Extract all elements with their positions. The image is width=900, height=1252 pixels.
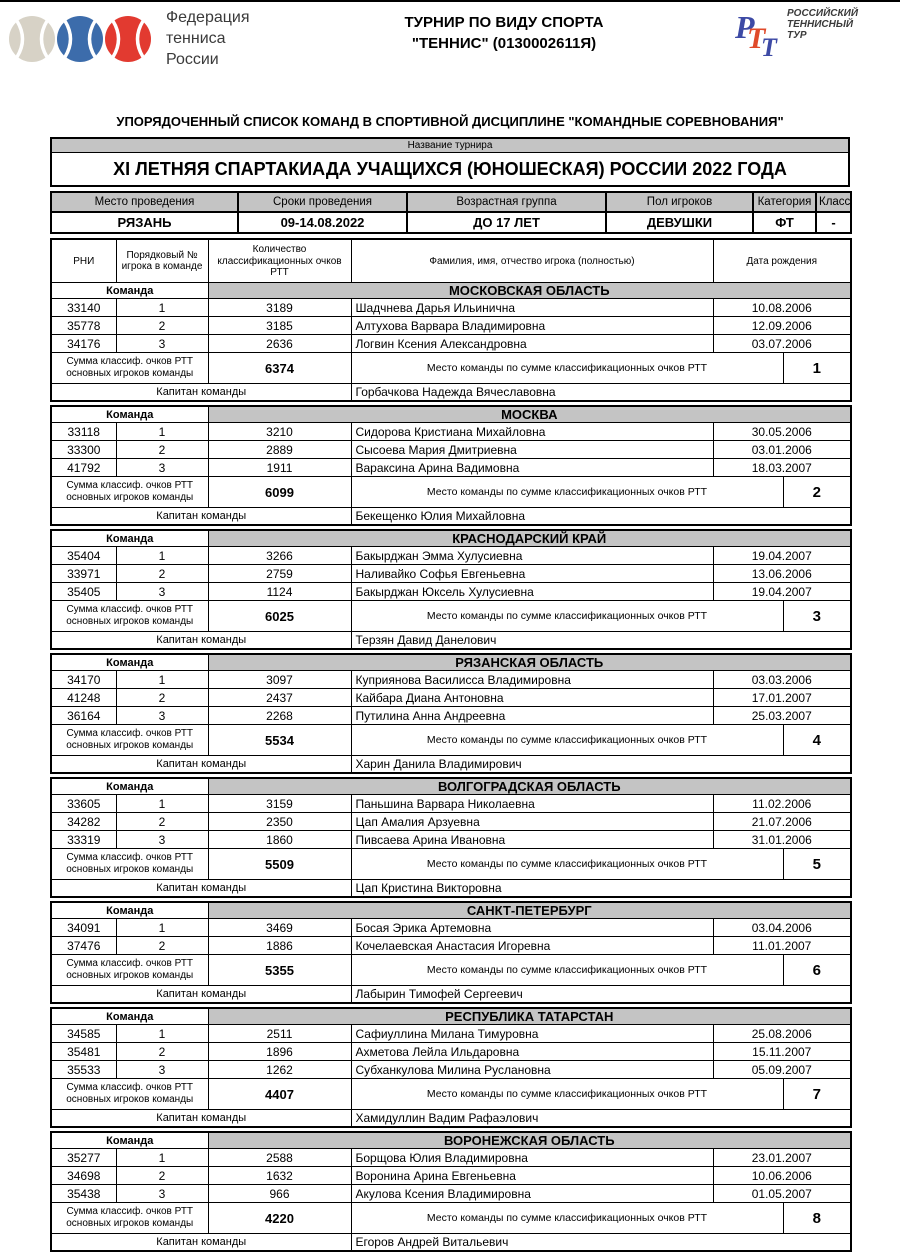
birthdate-cell: 30.05.2006 (713, 423, 851, 441)
rni-cell: 35405 (51, 583, 116, 601)
birthdate-cell: 10.06.2006 (713, 1167, 851, 1185)
player-row (51, 583, 851, 601)
info-value: - (816, 212, 851, 233)
rtt-text-line3: ТУР (787, 30, 807, 41)
player-name-cell: Субханкулова Милина Руслановна (351, 1061, 713, 1079)
player-name-cell: Логвин Ксения Александровна (351, 335, 713, 353)
sum-value: 6025 (208, 601, 351, 632)
player-row (51, 1167, 851, 1185)
team-label: Команда (51, 530, 208, 547)
rni-cell: 41248 (51, 689, 116, 707)
col-header-rni: РНИ (51, 239, 116, 283)
player-name-cell: Бакырджан Юксель Хулусиевна (351, 583, 713, 601)
player-row (51, 441, 851, 459)
points-cell: 1911 (208, 459, 351, 477)
team-label: Команда (51, 902, 208, 919)
points-cell: 1124 (208, 583, 351, 601)
points-cell: 2350 (208, 813, 351, 831)
rni-cell: 35438 (51, 1185, 116, 1203)
player-row (51, 317, 851, 335)
captain-label: Капитан команды (51, 508, 351, 526)
player-number-cell: 1 (116, 299, 208, 317)
info-header: Место проведения (51, 192, 238, 212)
points-cell: 3159 (208, 795, 351, 813)
svg-text:Т: Т (761, 33, 777, 62)
player-row (51, 1025, 851, 1043)
rni-cell: 33118 (51, 423, 116, 441)
sum-label-line2: основных игроков команды (66, 970, 194, 982)
place-value: 6 (783, 955, 851, 986)
birthdate-cell: 03.01.2006 (713, 441, 851, 459)
info-value: ДЕВУШКИ (606, 212, 753, 233)
sum-label-line2: основных игроков команды (66, 740, 194, 752)
info-value: 09-14.08.2022 (238, 212, 407, 233)
sum-label (51, 725, 208, 756)
player-number-cell: 2 (116, 441, 208, 459)
points-cell: 2759 (208, 565, 351, 583)
birthdate-cell: 23.01.2007 (713, 1149, 851, 1167)
player-row (51, 1061, 851, 1079)
player-row (51, 795, 851, 813)
birthdate-cell: 19.04.2007 (713, 583, 851, 601)
player-number-cell: 3 (116, 1061, 208, 1079)
tennis-balls-icon (8, 14, 156, 64)
col-header-player-number: Порядковый № игрока в команде (116, 239, 208, 283)
rtt-logo-text (787, 8, 858, 41)
rni-cell: 33319 (51, 831, 116, 849)
player-row (51, 565, 851, 583)
player-number-cell: 1 (116, 547, 208, 565)
points-cell: 2511 (208, 1025, 351, 1043)
player-name-cell: Воронина Арина Евгеньевна (351, 1167, 713, 1185)
sum-label-line2: основных игроков команды (66, 492, 194, 504)
points-cell: 3266 (208, 547, 351, 565)
captain-name: Харин Данила Владимирович (351, 756, 851, 774)
birthdate-cell: 05.09.2007 (713, 1061, 851, 1079)
birthdate-cell: 03.03.2006 (713, 671, 851, 689)
sum-label-line2: основных игроков команды (66, 1218, 194, 1230)
points-cell: 3210 (208, 423, 351, 441)
captain-label: Капитан команды (51, 1234, 351, 1252)
birthdate-cell: 03.04.2006 (713, 919, 851, 937)
team-region: МОСКВА (208, 406, 851, 423)
team-region: РЕСПУБЛИКА ТАТАРСТАН (208, 1008, 851, 1025)
points-cell: 1896 (208, 1043, 351, 1061)
points-cell: 1632 (208, 1167, 351, 1185)
team-table (50, 529, 852, 650)
player-number-cell: 3 (116, 335, 208, 353)
points-cell: 3469 (208, 919, 351, 937)
player-name-cell: Куприянова Василисса Владимировна (351, 671, 713, 689)
birthdate-cell: 19.04.2007 (713, 547, 851, 565)
points-cell: 2268 (208, 707, 351, 725)
tournament-header-line1: ТУРНИР ПО ВИДУ СПОРТА (404, 14, 604, 31)
rni-cell: 41792 (51, 459, 116, 477)
place-value: 5 (783, 849, 851, 880)
info-header: Сроки проведения (238, 192, 407, 212)
player-row (51, 335, 851, 353)
captain-name: Горбачкова Надежда Вячеславовна (351, 384, 851, 402)
birthdate-cell: 18.03.2007 (713, 459, 851, 477)
player-name-cell: Вараксина Арина Вадимовна (351, 459, 713, 477)
captain-name: Лабырин Тимофей Сергеевич (351, 986, 851, 1004)
player-number-cell: 2 (116, 937, 208, 955)
sum-label-line2: основных игроков команды (66, 368, 194, 380)
player-row (51, 1149, 851, 1167)
svg-text:Т: Т (747, 22, 766, 55)
player-row (51, 707, 851, 725)
rni-cell: 34282 (51, 813, 116, 831)
birthdate-cell: 17.01.2007 (713, 689, 851, 707)
points-cell: 2636 (208, 335, 351, 353)
federation-logo (8, 8, 273, 70)
player-number-cell: 1 (116, 1149, 208, 1167)
info-value: ДО 17 ЛЕТ (407, 212, 606, 233)
points-cell: 2437 (208, 689, 351, 707)
place-value: 3 (783, 601, 851, 632)
birthdate-cell: 11.02.2006 (713, 795, 851, 813)
player-row (51, 831, 851, 849)
player-row (51, 423, 851, 441)
rni-cell: 34170 (51, 671, 116, 689)
sum-label (51, 955, 208, 986)
place-value: 8 (783, 1203, 851, 1234)
team-table (50, 405, 852, 526)
rni-cell: 35778 (51, 317, 116, 335)
tournament-name-label: Название турнира (51, 138, 849, 153)
team-label: Команда (51, 283, 208, 299)
tournament-info-table (50, 191, 852, 234)
player-row (51, 299, 851, 317)
place-value: 1 (783, 353, 851, 384)
team-table (50, 653, 852, 774)
team-region: РЯЗАНСКАЯ ОБЛАСТЬ (208, 654, 851, 671)
rtt-letters-icon (735, 8, 783, 60)
info-header: Возрастная группа (407, 192, 606, 212)
sum-label-line1: Сумма классиф. очков РТТ (66, 728, 194, 740)
place-value: 7 (783, 1079, 851, 1110)
rni-cell: 34698 (51, 1167, 116, 1185)
federation-name (166, 8, 273, 70)
player-name-cell: Цап Амалия Арзуевна (351, 813, 713, 831)
birthdate-cell: 31.01.2006 (713, 831, 851, 849)
birthdate-cell: 03.07.2006 (713, 335, 851, 353)
tournament-name-table (50, 137, 850, 187)
info-header: Пол игроков (606, 192, 753, 212)
captain-label: Капитан команды (51, 880, 351, 898)
team-region: САНКТ-ПЕТЕРБУРГ (208, 902, 851, 919)
info-header: Категория (753, 192, 816, 212)
sum-label-line1: Сумма классиф. очков РТТ (66, 356, 194, 368)
place-label: Место команды по сумме классификационных очков РТТ (351, 955, 783, 986)
player-name-cell: Борщова Юлия Владимировна (351, 1149, 713, 1167)
player-number-cell: 3 (116, 707, 208, 725)
place-label: Место команды по сумме классификационных очков РТТ (351, 725, 783, 756)
team-table (50, 1131, 852, 1252)
birthdate-cell: 12.09.2006 (713, 317, 851, 335)
player-number-cell: 3 (116, 459, 208, 477)
team-label: Команда (51, 406, 208, 423)
player-number-cell: 2 (116, 689, 208, 707)
player-number-cell: 1 (116, 919, 208, 937)
player-number-cell: 1 (116, 423, 208, 441)
sum-value: 4407 (208, 1079, 351, 1110)
player-name-cell: Сафиуллина Милана Тимуровна (351, 1025, 713, 1043)
sum-label-line1: Сумма классиф. очков РТТ (66, 604, 194, 616)
place-label: Место команды по сумме классификационных очков РТТ (351, 601, 783, 632)
sum-label-line2: основных игроков команды (66, 1094, 194, 1106)
player-row (51, 813, 851, 831)
team-region: КРАСНОДАРСКИЙ КРАЙ (208, 530, 851, 547)
player-row (51, 1185, 851, 1203)
sum-label (51, 849, 208, 880)
document-heading: УПОРЯДОЧЕННЫЙ СПИСОК КОМАНД В СПОРТИВНОЙ ДИСЦИПЛИНЕ "КОМАНДНЫЕ СОРЕВНОВАНИЯ" (116, 114, 784, 130)
birthdate-cell: 21.07.2006 (713, 813, 851, 831)
team-label: Команда (51, 654, 208, 671)
captain-name: Терзян Давид Данелович (351, 632, 851, 650)
birthdate-cell: 13.06.2006 (713, 565, 851, 583)
sum-value: 5534 (208, 725, 351, 756)
rtt-text-line1: РОССИЙСКИЙ (787, 8, 859, 19)
player-name-cell: Акулова Ксения Владимировна (351, 1185, 713, 1203)
captain-name: Хамидуллин Вадим Рафаэлович (351, 1110, 851, 1128)
rni-cell: 33971 (51, 565, 116, 583)
points-cell: 3185 (208, 317, 351, 335)
info-header: Класс (816, 192, 851, 212)
place-value: 2 (783, 477, 851, 508)
rtt-logo (735, 8, 890, 60)
captain-label: Капитан команды (51, 1110, 351, 1128)
player-name-cell: Сысоева Мария Дмитриевна (351, 441, 713, 459)
col-header-full-name: Фамилия, имя, отчество игрока (полностью) (351, 239, 713, 283)
player-row (51, 547, 851, 565)
sum-label-line1: Сумма классиф. очков РТТ (66, 1082, 194, 1094)
team-region: ВОРОНЕЖСКАЯ ОБЛАСТЬ (208, 1132, 851, 1149)
captain-label: Капитан команды (51, 384, 351, 402)
captain-label: Капитан команды (51, 986, 351, 1004)
player-row (51, 1043, 851, 1061)
player-row (51, 689, 851, 707)
sum-label-line1: Сумма классиф. очков РТТ (66, 852, 194, 864)
rni-cell: 34585 (51, 1025, 116, 1043)
team-table (50, 901, 852, 1004)
sum-label-line1: Сумма классиф. очков РТТ (66, 480, 194, 492)
player-row (51, 919, 851, 937)
place-label: Место команды по сумме классификационных очков РТТ (351, 1079, 783, 1110)
federation-name-line1: Федерация (166, 9, 250, 26)
player-name-cell: Путилина Анна Андреевна (351, 707, 713, 725)
sum-label-line1: Сумма классиф. очков РТТ (66, 958, 194, 970)
page-header (0, 2, 900, 70)
rni-cell: 36164 (51, 707, 116, 725)
place-label: Место команды по сумме классификационных очков РТТ (351, 477, 783, 508)
sum-label-line1: Сумма классиф. очков РТТ (66, 1206, 194, 1218)
player-name-cell: Наливайко Софья Евгеньевна (351, 565, 713, 583)
team-table (50, 777, 852, 898)
place-label: Место команды по сумме классификационных очков РТТ (351, 849, 783, 880)
teams-list (50, 238, 850, 1252)
player-name-cell: Алтухова Варвара Владимировна (351, 317, 713, 335)
sum-label (51, 353, 208, 384)
player-name-cell: Паньшина Варвара Николаевна (351, 795, 713, 813)
rni-cell: 35277 (51, 1149, 116, 1167)
player-number-cell: 2 (116, 317, 208, 335)
place-label: Место команды по сумме классификационных очков РТТ (351, 353, 783, 384)
sum-value: 5509 (208, 849, 351, 880)
points-cell: 966 (208, 1185, 351, 1203)
points-cell: 2588 (208, 1149, 351, 1167)
team-region: ВОЛГОГРАДСКАЯ ОБЛАСТЬ (208, 778, 851, 795)
rtt-text-line2: ТЕННИСНЫЙ (787, 19, 854, 30)
info-value: РЯЗАНЬ (51, 212, 238, 233)
sum-value: 6374 (208, 353, 351, 384)
captain-label: Капитан команды (51, 756, 351, 774)
place-value: 4 (783, 725, 851, 756)
captain-label: Капитан команды (51, 632, 351, 650)
birthdate-cell: 15.11.2007 (713, 1043, 851, 1061)
player-number-cell: 3 (116, 831, 208, 849)
sum-label-line2: основных игроков команды (66, 616, 194, 628)
rni-cell: 33605 (51, 795, 116, 813)
player-number-cell: 3 (116, 583, 208, 601)
player-number-cell: 1 (116, 671, 208, 689)
team-label: Команда (51, 1132, 208, 1149)
birthdate-cell: 01.05.2007 (713, 1185, 851, 1203)
player-name-cell: Кайбара Диана Антоновна (351, 689, 713, 707)
player-name-cell: Кочелаевская Анастасия Игоревна (351, 937, 713, 955)
points-cell: 1886 (208, 937, 351, 955)
player-name-cell: Шадчнева Дарья Ильинична (351, 299, 713, 317)
sum-label (51, 477, 208, 508)
captain-name: Бекещенко Юлия Михайловна (351, 508, 851, 526)
points-cell: 3097 (208, 671, 351, 689)
points-cell: 3189 (208, 299, 351, 317)
player-row (51, 671, 851, 689)
sum-label (51, 1203, 208, 1234)
rni-cell: 34176 (51, 335, 116, 353)
rni-cell: 33300 (51, 441, 116, 459)
sum-value: 4220 (208, 1203, 351, 1234)
place-label: Место команды по сумме классификационных очков РТТ (351, 1203, 783, 1234)
player-name-cell: Пивсаева Арина Ивановна (351, 831, 713, 849)
player-number-cell: 3 (116, 1185, 208, 1203)
col-header-points: Количество классификационных очков РТТ (208, 239, 351, 283)
player-number-cell: 1 (116, 795, 208, 813)
team-region: МОСКОВСКАЯ ОБЛАСТЬ (208, 283, 851, 299)
team-label: Команда (51, 778, 208, 795)
sum-value: 5355 (208, 955, 351, 986)
sum-label (51, 1079, 208, 1110)
team-table (50, 1007, 852, 1128)
points-cell: 1860 (208, 831, 351, 849)
player-number-cell: 2 (116, 813, 208, 831)
tournament-header-line2: "ТЕННИС" (0130002611Я) (411, 35, 597, 52)
rni-cell: 33140 (51, 299, 116, 317)
player-number-cell: 2 (116, 565, 208, 583)
rni-cell: 35533 (51, 1061, 116, 1079)
player-name-cell: Босая Эрика Артемовна (351, 919, 713, 937)
sum-label-line2: основных игроков команды (66, 864, 194, 876)
team-label: Команда (51, 1008, 208, 1025)
birthdate-cell: 25.03.2007 (713, 707, 851, 725)
sum-label (51, 601, 208, 632)
svg-text:Р: Р (735, 9, 755, 45)
tournament-name-value: XI ЛЕТНЯЯ СПАРТАКИАДА УЧАЩИХСЯ (ЮНОШЕСКАЯ) РОССИИ 2022 ГОДА (51, 153, 849, 187)
player-row (51, 459, 851, 477)
captain-name: Цап Кристина Викторовна (351, 880, 851, 898)
rni-cell: 35481 (51, 1043, 116, 1061)
captain-name: Егоров Андрей Витальевич (351, 1234, 851, 1252)
team-table (50, 238, 852, 402)
info-value: ФТ (753, 212, 816, 233)
rni-cell: 34091 (51, 919, 116, 937)
player-number-cell: 1 (116, 1025, 208, 1043)
tournament-header-title (273, 8, 735, 54)
rni-cell: 37476 (51, 937, 116, 955)
sum-value: 6099 (208, 477, 351, 508)
rni-cell: 35404 (51, 547, 116, 565)
points-cell: 2889 (208, 441, 351, 459)
player-name-cell: Сидорова Кристиана Михайловна (351, 423, 713, 441)
col-header-birthdate: Дата рождения (713, 239, 851, 283)
player-name-cell: Ахметова Лейла Ильдаровна (351, 1043, 713, 1061)
player-row (51, 937, 851, 955)
points-cell: 1262 (208, 1061, 351, 1079)
birthdate-cell: 10.08.2006 (713, 299, 851, 317)
federation-name-line2: тенниса России (166, 29, 226, 68)
birthdate-cell: 25.08.2006 (713, 1025, 851, 1043)
player-number-cell: 2 (116, 1167, 208, 1185)
document-body (50, 137, 850, 1252)
player-number-cell: 2 (116, 1043, 208, 1061)
birthdate-cell: 11.01.2007 (713, 937, 851, 955)
player-name-cell: Бакырджан Эмма Хулусиевна (351, 547, 713, 565)
